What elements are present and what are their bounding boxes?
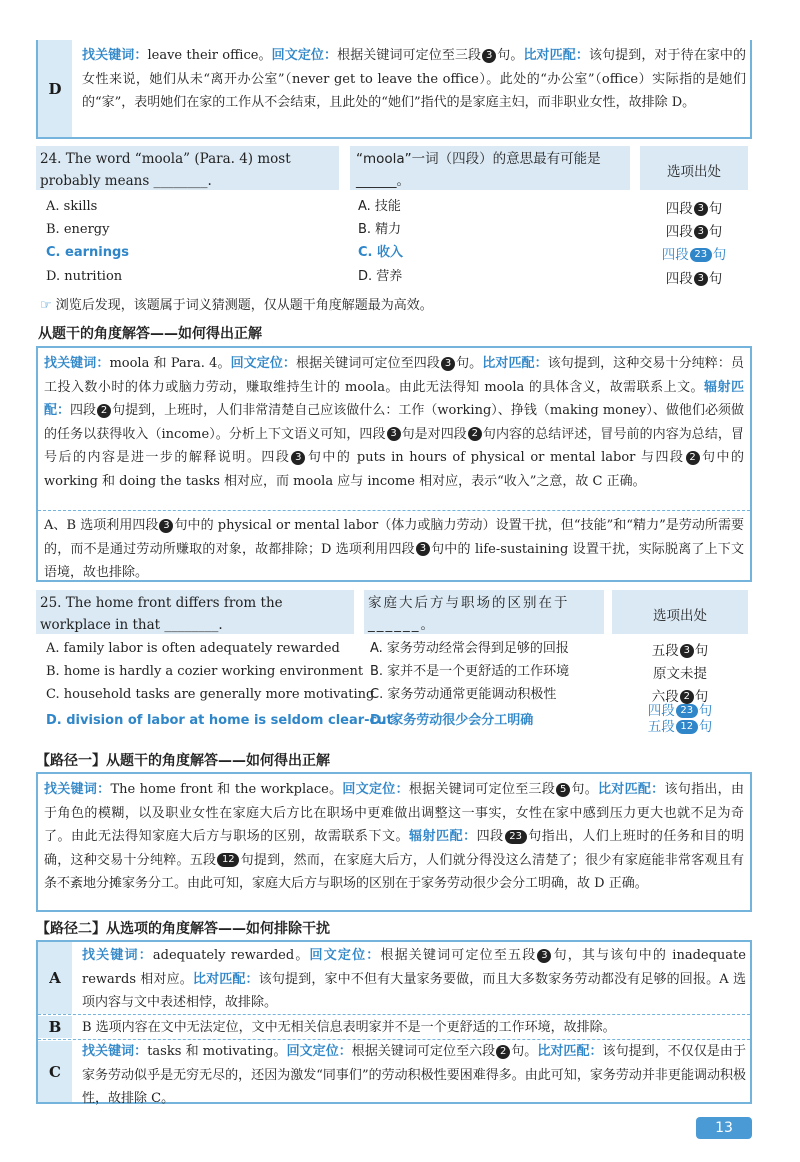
q25-source-header: 选项出处 (653, 608, 707, 624)
q24-question-en: 24. The word “moola” (Para. 4) most probably means ________. (40, 151, 291, 189)
q25-path2-heading: 【路径二】从选项的角度解答——如何排除干扰 (36, 921, 330, 937)
q24-source-header: 选项出处 (667, 164, 721, 180)
q24-option-c-source: 四段 23 句 (661, 247, 727, 263)
q24-option-d-cn: D. 营养 (358, 269, 403, 284)
q25-option-c-cn: C. 家务劳动通常更能调动积极性 (370, 687, 557, 702)
top-explanation-text: 找关键词：leave their office。回文定位：根据关键词可定位至三段 3 句。比对匹配：该句提到，对于待在家中的女性来说，她们从未“离开办公室”（never get to leave the office）。此处的“办公室”（office）实际指的是她们的“家”，表明她们在家的工作从不会结束，且此处的“她们”指代的是家庭主妇，而非职业女性，故排除 D。 (82, 48, 746, 110)
q24-option-a-en: A. skills (46, 199, 98, 214)
q24-option-d-source: 四段 3 句 (665, 271, 723, 287)
q25-path1-heading: 【路径一】从题干的角度解答——如何得出正解 (36, 753, 330, 769)
q25-option-a-en: A. family labor is often adequately rewarded (46, 641, 340, 656)
q25-option-a-cn: A. 家务劳动经常会得到足够的回报 (370, 641, 569, 656)
option-label-d: D (38, 40, 72, 137)
row-divider-ab (38, 1014, 750, 1015)
q25-path2-table (36, 940, 752, 1104)
q24-divider (38, 510, 750, 511)
q24-option-b-cn: B. 精力 (358, 222, 402, 237)
q25-option-c-en: C. household tasks are generally more motivating (46, 687, 375, 702)
row-label-b: B (38, 1016, 72, 1038)
q25-option-c-source: 六段 2 句 (651, 689, 709, 705)
q24-option-a-source: 四段 3 句 (665, 201, 723, 217)
q24-option-b-en: B. energy (46, 222, 110, 237)
q25-path1-text: 找关键词：The home front 和 the workplace。回文定位：根据关键词可定位至三段 5 句。比对匹配：该句指出，由于角色的模糊，以及职业女性在家庭大后方比在职场中更难做出调整这一事实，女性在家中感到压力更大也就不足为奇了。由此无法得知家庭大后方与职场的区别，故需联系下文。辐射匹配：四段 23 句指出，人们上班时的任务和目的明确，这种交易十分纯粹。五段 12 句提到，然而，在家庭大后方，人们就分得没这么清楚了；很少有家庭能非常客观且有条不紊地分摊家务分工。由此可知，家庭大后方与职场的区别在于家务劳动很少会分工明确，故 D 正确。 (44, 782, 744, 891)
q24-question-cn: “moola”一词（四段）的意思最有可能是______。 (356, 151, 601, 189)
q25-path1-box (36, 772, 752, 912)
top-explanation-box (36, 40, 752, 139)
q24-option-a-cn: A. 技能 (358, 199, 401, 214)
q25-option-d-cn: D. 家务劳动很少会分工明确 (370, 713, 534, 728)
q25-question-en: 25. The home front differs from the workplace in that ________. (40, 595, 283, 633)
q25-option-b-cn: B. 家并不是一个更舒适的工作环境 (370, 664, 570, 679)
row-label-a: A (38, 942, 72, 1014)
q25-option-b-en: B. home is hardly a cozier working environment (46, 664, 364, 679)
row-a-text: 找关键词：adequately rewarded。回文定位：根据关键词可定位至五段 3 句，其与该句中的 inadequate rewards 相对应。比对匹配：该句提到，家中不但有大量家务要做，而且大多数家务劳动都没有足够的回报。A 选项内容与文中表述相悖，故排除。 (82, 948, 746, 1010)
q24-option-d-en: D. nutrition (46, 269, 123, 284)
q24-option-c-en: C. earnings (46, 245, 130, 260)
q24-option-b-source: 四段 3 句 (665, 224, 723, 240)
pointing-hand-icon: ☞ (40, 298, 52, 313)
q25-option-a-source: 五段 3 句 (651, 643, 709, 659)
row-b-text: B 选项内容在文中无法定位，文中无相关信息表明家并不是一个更舒适的工作环境，故排除。 (82, 1020, 616, 1035)
row-c-text: 找关键词：tasks 和 motivating。回文定位：根据关键词可定位至六段 2 句。比对匹配：该句提到，不仅仅是由于家务劳动似乎是无穷无尽的，还因为激发“同事们”的劳动积极性要困难得多。由此可知，家务劳动并非更能调动积极性，故排除 C。 (82, 1044, 746, 1106)
row-label-c: C (38, 1041, 72, 1102)
q24-note: ☞ 浏览后发现，该题属于词义猜测题，仅从题干角度解题最为高效。 (40, 298, 433, 313)
q25-question-cn: 家庭大后方与职场的区别在于______。 (368, 595, 570, 633)
q25-option-d-source: 四段 23 句 五段 12 句 (647, 703, 713, 735)
page-number: 13 (696, 1117, 752, 1139)
q24-explanation-text: 找关键词：moola 和 Para. 4。回文定位：根据关键词可定位至四段 3 句。比对匹配：该句提到，这种交易十分纯粹：员工投入数小时的体力或脑力劳动，赚取维持生计的 moola。由此无法得知 moola 的具体含义，故需联系上文。辐射匹配：四段 2 句提到，上班时，人们非常清楚自己应该做什么：工作（working）、挣钱（making money）、做他们必须做的任务以获得收入（income）。分析上下文语义可知，四段 3 句是对四段 2 句内容的总结评述，冒号前的内容为总结，冒号后的内容是进一步的解释说明。四段 3 句中的 puts in hours of physical or mental labor 与四段 2 句中的 working 和 doing the tasks 相对应，而 moola 应与 income 相对应，表示“收入”之意，故 C 正确。 (44, 356, 744, 489)
q24-distractor-text: A、B 选项利用四段 3 句中的 physical or mental labor（体力或脑力劳动）设置干扰，但“技能”和“精力”是劳动所需要的，而不是通过劳动所赚取的对象，故都排除；D 选项利用四段 3 句中的 life-sustaining 设置干扰，实际脱离了上下文语境，故也排除。 (44, 518, 745, 580)
q25-option-d-en: D. division of labor at home is seldom clear-cut (46, 713, 393, 728)
q24-heading: 从题干的角度解答——如何得出正解 (38, 326, 262, 342)
q24-explanation-box (36, 346, 752, 582)
q25-option-b-source: 原文未提 (653, 666, 707, 682)
q24-option-c-cn: C. 收入 (358, 245, 404, 260)
